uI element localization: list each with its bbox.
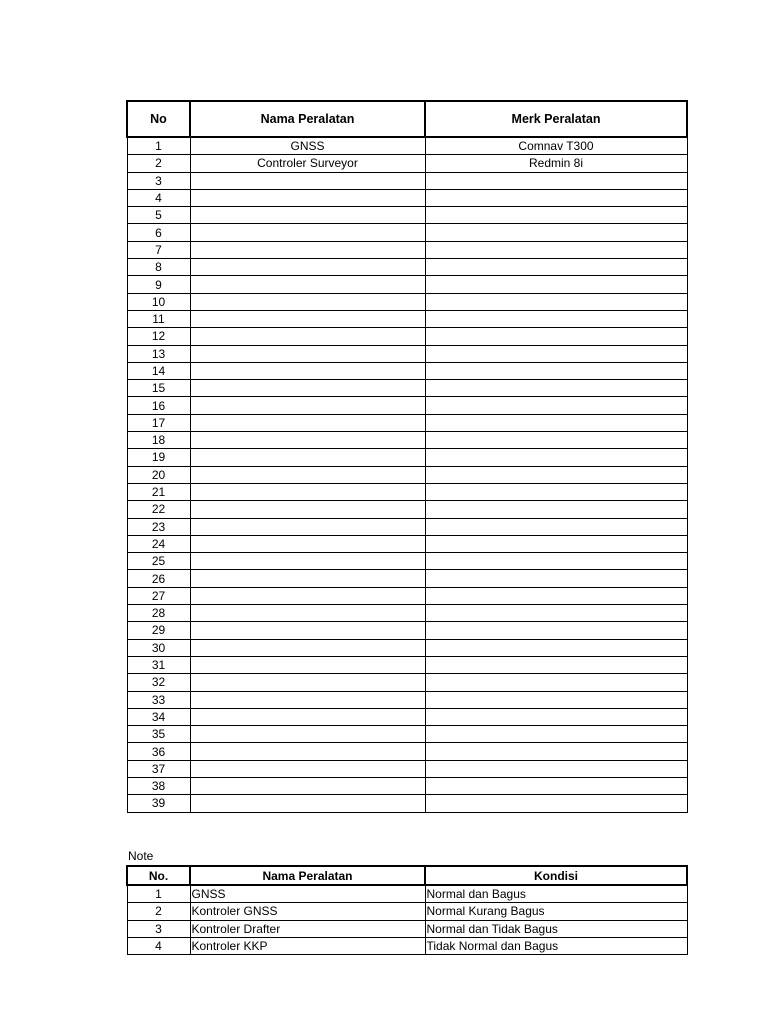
table-row (127, 328, 687, 345)
cell-merk-peralatan (425, 795, 687, 812)
cell-merk-peralatan (425, 570, 687, 587)
cell-merk-peralatan (425, 622, 687, 639)
cell-no: 8 (127, 259, 190, 276)
cell-nama-peralatan (190, 760, 425, 777)
note-cell-nama-peralatan: Kontroler KKP (190, 937, 425, 954)
table-row (127, 224, 687, 241)
cell-merk-peralatan (425, 708, 687, 725)
cell-no: 35 (127, 726, 190, 743)
table-row (127, 241, 687, 258)
cell-merk-peralatan (425, 743, 687, 760)
table-row (127, 276, 687, 293)
table-row (127, 310, 687, 327)
cell-merk-peralatan (425, 605, 687, 622)
cell-no: 16 (127, 397, 190, 414)
note-header-kondisi: Kondisi (425, 866, 687, 885)
cell-nama-peralatan (190, 189, 425, 206)
cell-no: 39 (127, 795, 190, 812)
cell-no: 18 (127, 432, 190, 449)
cell-no: 19 (127, 449, 190, 466)
cell-merk-peralatan: Redmin 8i (425, 155, 687, 172)
note-cell-kondisi: Normal Kurang Bagus (425, 903, 687, 920)
cell-no: 20 (127, 466, 190, 483)
cell-no: 36 (127, 743, 190, 760)
cell-nama-peralatan (190, 259, 425, 276)
cell-merk-peralatan (425, 726, 687, 743)
table-row (127, 137, 687, 155)
table-row (127, 795, 687, 812)
note-cell-no: 1 (127, 885, 190, 903)
cell-no: 30 (127, 639, 190, 656)
equipment-table (126, 100, 688, 813)
cell-merk-peralatan (425, 259, 687, 276)
table-row (127, 466, 687, 483)
table-row (127, 172, 687, 189)
cell-merk-peralatan (425, 587, 687, 604)
note-header-nama-peralatan: Nama Peralatan (190, 866, 425, 885)
cell-merk-peralatan (425, 414, 687, 431)
cell-merk-peralatan (425, 535, 687, 552)
table-row (127, 777, 687, 794)
cell-nama-peralatan (190, 726, 425, 743)
table-row (127, 483, 687, 500)
cell-nama-peralatan (190, 656, 425, 673)
table-row (127, 380, 687, 397)
cell-merk-peralatan (425, 674, 687, 691)
cell-no: 4 (127, 189, 190, 206)
cell-nama-peralatan (190, 535, 425, 552)
cell-merk-peralatan (425, 241, 687, 258)
note-cell-no: 3 (127, 920, 190, 937)
table-row (127, 605, 687, 622)
table-row (127, 743, 687, 760)
cell-nama-peralatan (190, 276, 425, 293)
note-header-no: No. (127, 866, 190, 885)
table-row (127, 535, 687, 552)
cell-nama-peralatan (190, 553, 425, 570)
table-row (127, 449, 687, 466)
cell-nama-peralatan (190, 777, 425, 794)
cell-nama-peralatan (190, 518, 425, 535)
cell-no: 21 (127, 483, 190, 500)
note-row (127, 903, 687, 920)
table-row (127, 414, 687, 431)
header-no: No (127, 101, 190, 137)
cell-merk-peralatan (425, 293, 687, 310)
cell-no: 11 (127, 310, 190, 327)
cell-no: 17 (127, 414, 190, 431)
table-row (127, 708, 687, 725)
cell-no: 23 (127, 518, 190, 535)
cell-nama-peralatan (190, 743, 425, 760)
cell-no: 7 (127, 241, 190, 258)
cell-nama-peralatan (190, 466, 425, 483)
cell-nama-peralatan (190, 691, 425, 708)
cell-nama-peralatan (190, 207, 425, 224)
cell-nama-peralatan (190, 622, 425, 639)
cell-nama-peralatan (190, 310, 425, 327)
table-row (127, 570, 687, 587)
cell-merk-peralatan (425, 207, 687, 224)
cell-no: 5 (127, 207, 190, 224)
table-row (127, 155, 687, 172)
cell-nama-peralatan (190, 795, 425, 812)
cell-merk-peralatan (425, 276, 687, 293)
cell-no: 26 (127, 570, 190, 587)
cell-nama-peralatan (190, 639, 425, 656)
cell-no: 22 (127, 501, 190, 518)
cell-no: 32 (127, 674, 190, 691)
cell-nama-peralatan (190, 345, 425, 362)
cell-no: 38 (127, 777, 190, 794)
cell-nama-peralatan (190, 224, 425, 241)
note-row (127, 885, 687, 903)
table-row (127, 189, 687, 206)
note-cell-nama-peralatan: Kontroler GNSS (190, 903, 425, 920)
cell-no: 27 (127, 587, 190, 604)
table-row (127, 639, 687, 656)
cell-merk-peralatan (425, 639, 687, 656)
note-table-header (127, 866, 687, 885)
cell-nama-peralatan (190, 397, 425, 414)
table-row (127, 760, 687, 777)
note-label: Note (128, 849, 154, 863)
cell-no: 34 (127, 708, 190, 725)
cell-merk-peralatan (425, 172, 687, 189)
cell-nama-peralatan (190, 432, 425, 449)
cell-no: 24 (127, 535, 190, 552)
cell-no: 12 (127, 328, 190, 345)
note-row (127, 937, 687, 954)
cell-merk-peralatan (425, 777, 687, 794)
note-cell-kondisi: Normal dan Bagus (425, 885, 687, 903)
table-row (127, 726, 687, 743)
cell-nama-peralatan (190, 328, 425, 345)
cell-merk-peralatan (425, 362, 687, 379)
cell-merk-peralatan (425, 432, 687, 449)
cell-no: 31 (127, 656, 190, 673)
table-row (127, 293, 687, 310)
cell-merk-peralatan (425, 189, 687, 206)
cell-nama-peralatan: Controler Surveyor (190, 155, 425, 172)
cell-merk-peralatan (425, 380, 687, 397)
cell-merk-peralatan (425, 760, 687, 777)
cell-nama-peralatan: GNSS (190, 137, 425, 155)
cell-merk-peralatan (425, 501, 687, 518)
table-row (127, 362, 687, 379)
note-cell-nama-peralatan: GNSS (190, 885, 425, 903)
note-row (127, 920, 687, 937)
cell-nama-peralatan (190, 293, 425, 310)
cell-nama-peralatan (190, 449, 425, 466)
equipment-table-body (127, 137, 687, 812)
cell-no: 10 (127, 293, 190, 310)
cell-no: 37 (127, 760, 190, 777)
equipment-table-header (127, 101, 687, 137)
cell-no: 6 (127, 224, 190, 241)
cell-no: 15 (127, 380, 190, 397)
cell-merk-peralatan (425, 310, 687, 327)
cell-nama-peralatan (190, 483, 425, 500)
cell-nama-peralatan (190, 605, 425, 622)
table-row (127, 432, 687, 449)
cell-merk-peralatan: Comnav T300 (425, 137, 687, 155)
cell-no: 25 (127, 553, 190, 570)
note-cell-kondisi: Tidak Normal dan Bagus (425, 937, 687, 954)
cell-nama-peralatan (190, 414, 425, 431)
header-merk-peralatan: Merk Peralatan (425, 101, 687, 137)
cell-merk-peralatan (425, 224, 687, 241)
table-row (127, 345, 687, 362)
table-row (127, 553, 687, 570)
cell-no: 13 (127, 345, 190, 362)
table-row (127, 518, 687, 535)
cell-merk-peralatan (425, 449, 687, 466)
cell-nama-peralatan (190, 380, 425, 397)
cell-merk-peralatan (425, 656, 687, 673)
cell-no: 9 (127, 276, 190, 293)
header-nama-peralatan: Nama Peralatan (190, 101, 425, 137)
cell-merk-peralatan (425, 397, 687, 414)
cell-no: 33 (127, 691, 190, 708)
cell-merk-peralatan (425, 553, 687, 570)
cell-nama-peralatan (190, 708, 425, 725)
cell-nama-peralatan (190, 674, 425, 691)
cell-no: 3 (127, 172, 190, 189)
table-row (127, 501, 687, 518)
cell-nama-peralatan (190, 587, 425, 604)
cell-no: 1 (127, 137, 190, 155)
table-row (127, 397, 687, 414)
table-row (127, 587, 687, 604)
table-row (127, 674, 687, 691)
cell-merk-peralatan (425, 691, 687, 708)
table-row (127, 622, 687, 639)
note-cell-nama-peralatan: Kontroler Drafter (190, 920, 425, 937)
cell-nama-peralatan (190, 570, 425, 587)
cell-no: 2 (127, 155, 190, 172)
table-row (127, 656, 687, 673)
cell-merk-peralatan (425, 483, 687, 500)
cell-nama-peralatan (190, 241, 425, 258)
cell-nama-peralatan (190, 501, 425, 518)
cell-merk-peralatan (425, 466, 687, 483)
note-cell-kondisi: Normal dan Tidak Bagus (425, 920, 687, 937)
cell-nama-peralatan (190, 362, 425, 379)
table-row (127, 207, 687, 224)
cell-no: 29 (127, 622, 190, 639)
note-table-body (127, 885, 687, 955)
table-row (127, 691, 687, 708)
cell-nama-peralatan (190, 172, 425, 189)
table-row (127, 259, 687, 276)
note-cell-no: 4 (127, 937, 190, 954)
note-cell-no: 2 (127, 903, 190, 920)
cell-no: 28 (127, 605, 190, 622)
cell-merk-peralatan (425, 328, 687, 345)
cell-merk-peralatan (425, 518, 687, 535)
note-table (126, 865, 688, 955)
cell-merk-peralatan (425, 345, 687, 362)
cell-no: 14 (127, 362, 190, 379)
